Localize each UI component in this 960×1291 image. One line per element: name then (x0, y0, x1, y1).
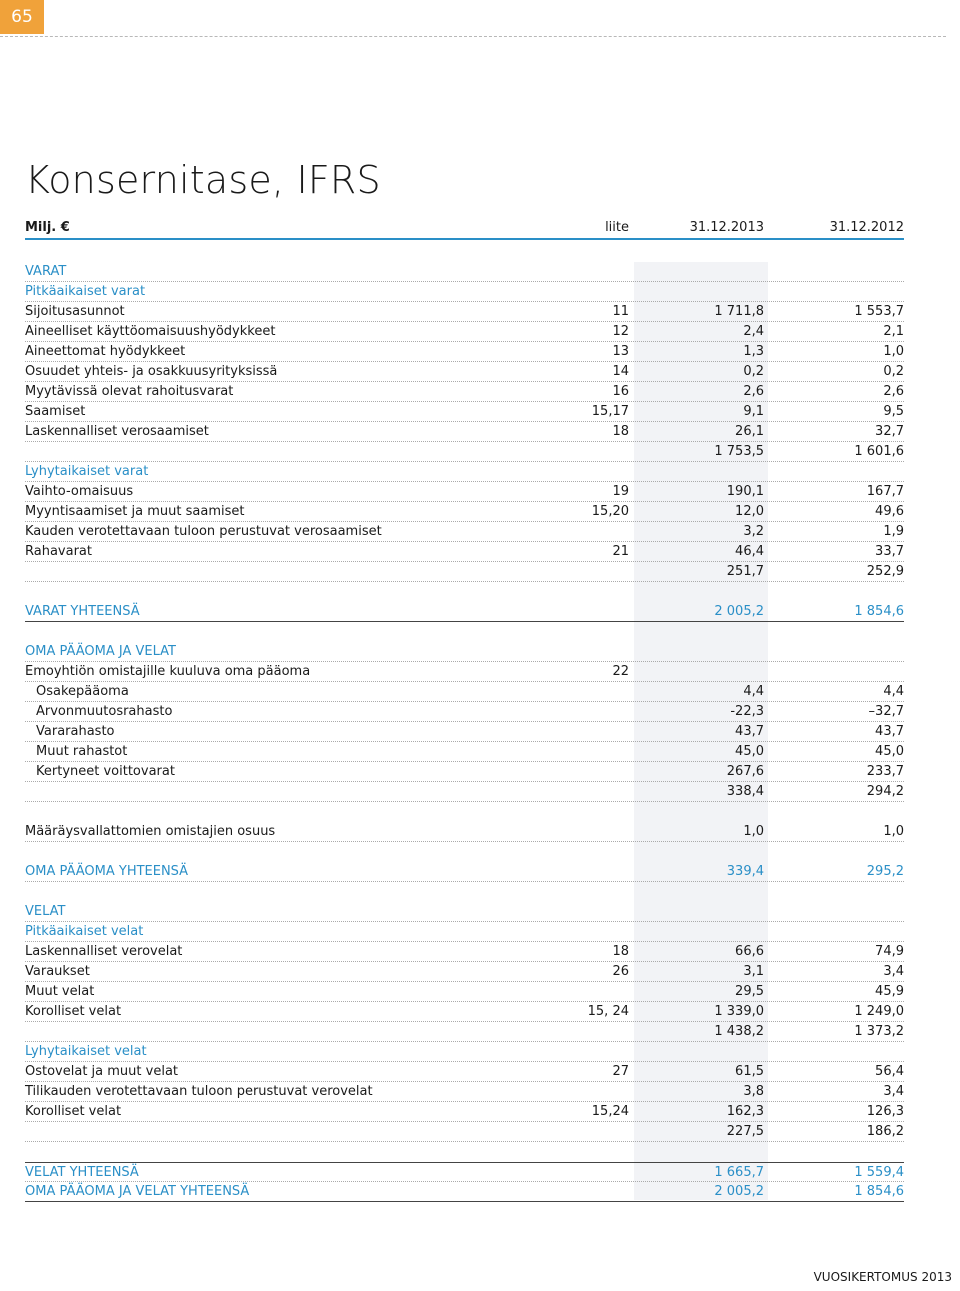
row-value-2012: 1 601,6 (854, 444, 904, 459)
table-row (25, 362, 904, 382)
table-row (25, 1082, 904, 1102)
row-note: 15,24 (591, 1104, 629, 1119)
table-row (25, 842, 904, 862)
row-value-2012: 252,9 (866, 564, 904, 579)
balance-sheet-table (25, 220, 904, 1202)
row-label: Rahavarat (25, 544, 92, 559)
table-row (25, 502, 904, 522)
table-row (25, 1102, 904, 1122)
row-value-2012: 233,7 (866, 764, 904, 779)
row-label: Aineelliset käyttöomaisuushyödykkeet (25, 324, 276, 339)
table-row (25, 1162, 904, 1182)
row-label: Muut rahastot (36, 744, 128, 759)
table-row (25, 1042, 904, 1062)
row-value-2013: 1 438,2 (714, 1024, 764, 1039)
row-label: Laskennalliset verovelat (25, 944, 183, 959)
row-label: OMA PÄÄOMA JA VELAT YHTEENSÄ (25, 1184, 250, 1199)
row-label: VELAT (25, 904, 66, 919)
row-value-2013: 45,0 (735, 744, 764, 759)
row-value-2013: 227,5 (726, 1124, 764, 1139)
table-row (25, 962, 904, 982)
table-row (25, 402, 904, 422)
row-value-2013: 2,6 (743, 384, 764, 399)
table-row (25, 302, 904, 322)
row-label: VARAT (25, 264, 67, 279)
table-row (25, 662, 904, 682)
table-row (25, 722, 904, 742)
table-row (25, 1122, 904, 1142)
row-value-2012: 1,9 (883, 524, 904, 539)
row-value-2012: 1,0 (883, 824, 904, 839)
row-note: 12 (612, 324, 629, 339)
row-value-2012: 1 373,2 (854, 1024, 904, 1039)
row-label: Muut velat (25, 984, 95, 999)
row-value-2012: 3,4 (883, 964, 904, 979)
table-row (25, 1022, 904, 1042)
row-value-2012: 167,7 (866, 484, 904, 499)
table-row (25, 922, 904, 942)
row-value-2013: 1 753,5 (714, 444, 764, 459)
row-value-2013: -22,3 (730, 704, 764, 719)
row-value-2013: 9,1 (743, 404, 764, 419)
table-row (25, 322, 904, 342)
row-note: 15,17 (591, 404, 629, 419)
table-row (25, 1182, 904, 1202)
row-value-2013: 4,4 (743, 684, 764, 699)
table-row (25, 882, 904, 902)
table-row (25, 1062, 904, 1082)
row-value-2012: 1 854,6 (854, 604, 904, 619)
row-label: Myytävissä olevat rahoitusvarat (25, 384, 234, 399)
table-row (25, 462, 904, 482)
table-row (25, 442, 904, 462)
row-note: 18 (612, 944, 629, 959)
row-value-2013: 1 711,8 (714, 304, 764, 319)
row-label: Osuudet yhteis- ja osakkuusyrityksissä (25, 364, 278, 379)
row-label: Vaihto-omaisuus (25, 484, 134, 499)
table-row (25, 682, 904, 702)
row-label: Vararahasto (36, 724, 115, 739)
footer-publication: VUOSIKERTOMUS 2013 (813, 1270, 952, 1284)
row-value-2013: 3,8 (743, 1084, 764, 1099)
row-value-2013: 1,0 (743, 824, 764, 839)
table-row (25, 702, 904, 722)
row-value-2013: 26,1 (735, 424, 764, 439)
row-note: 22 (612, 664, 629, 679)
row-value-2013: 3,1 (743, 964, 764, 979)
row-value-2012: 43,7 (875, 724, 904, 739)
row-value-2012: 3,4 (883, 1084, 904, 1099)
row-value-2012: 1 249,0 (854, 1004, 904, 1019)
table-row (25, 942, 904, 962)
page-title: Konsernitase, IFRS (25, 158, 381, 202)
table-body (25, 262, 904, 1202)
row-note: 15,20 (591, 504, 629, 519)
row-value-2013: 1 665,7 (714, 1165, 764, 1180)
row-value-2013: 43,7 (735, 724, 764, 739)
page-number: 65 (0, 0, 44, 34)
table-row (25, 802, 904, 822)
table-header (25, 220, 904, 240)
row-label: Varaukset (25, 964, 90, 979)
row-label: OMA PÄÄOMA JA VELAT (25, 644, 176, 659)
row-label: Myyntisaamiset ja muut saamiset (25, 504, 245, 519)
row-value-2013: 190,1 (726, 484, 764, 499)
row-value-2012: 45,9 (875, 984, 904, 999)
row-value-2013: 66,6 (735, 944, 764, 959)
row-value-2013: 339,4 (726, 864, 764, 879)
row-note: 21 (612, 544, 629, 559)
row-value-2013: 0,2 (743, 364, 764, 379)
table-row (25, 602, 904, 622)
row-value-2012: 45,0 (875, 744, 904, 759)
row-note: 27 (612, 1064, 629, 1079)
table-row (25, 282, 904, 302)
row-label: Ostovelat ja muut velat (25, 1064, 179, 1079)
row-note: 15, 24 (587, 1004, 629, 1019)
row-label: Kauden verotettavaan tuloon perustuvat verosaamiset (25, 524, 382, 539)
row-note: 18 (612, 424, 629, 439)
row-label: Saamiset (25, 404, 86, 419)
table-row (25, 482, 904, 502)
row-value-2012: 1 553,7 (854, 304, 904, 319)
row-note: 19 (612, 484, 629, 499)
table-row (25, 382, 904, 402)
table-row (25, 342, 904, 362)
table-row (25, 862, 904, 882)
row-value-2013: 3,2 (743, 524, 764, 539)
row-value-2012: 295,2 (866, 864, 904, 879)
row-label: Aineettomat hyödykkeet (25, 344, 186, 359)
row-value-2012: 2,6 (883, 384, 904, 399)
row-value-2012: 32,7 (875, 424, 904, 439)
header-note: liite (605, 220, 629, 235)
row-value-2013: 2,4 (743, 324, 764, 339)
top-divider (0, 36, 946, 37)
table-row (25, 822, 904, 842)
row-label: VELAT YHTEENSÄ (25, 1165, 139, 1180)
row-label: OMA PÄÄOMA YHTEENSÄ (25, 864, 189, 879)
table-row (25, 1142, 904, 1162)
row-value-2012: 49,6 (875, 504, 904, 519)
table-row (25, 782, 904, 802)
header-2012: 31.12.2012 (829, 220, 904, 235)
row-value-2012: 186,2 (866, 1124, 904, 1139)
row-value-2013: 61,5 (735, 1064, 764, 1079)
table-row (25, 742, 904, 762)
header-unit: Milj. € (25, 220, 70, 235)
row-note: 13 (612, 344, 629, 359)
table-row (25, 982, 904, 1002)
row-value-2013: 1,3 (743, 344, 764, 359)
row-value-2012: 4,4 (883, 684, 904, 699)
row-label: Arvonmuutosrahasto (36, 704, 173, 719)
table-row (25, 422, 904, 442)
row-note: 14 (612, 364, 629, 379)
row-label: Lyhytaikaiset varat (25, 464, 149, 479)
row-value-2013: 2 005,2 (714, 604, 764, 619)
row-label: Kertyneet voittovarat (36, 764, 175, 779)
table-row (25, 1002, 904, 1022)
row-label: Määräysvallattomien omistajien osuus (25, 824, 276, 839)
row-label: Pitkäaikaiset varat (25, 284, 146, 299)
row-note: 16 (612, 384, 629, 399)
row-value-2013: 267,6 (726, 764, 764, 779)
table-row (25, 522, 904, 542)
row-value-2013: 1 339,0 (714, 1004, 764, 1019)
row-note: 26 (612, 964, 629, 979)
table-row (25, 902, 904, 922)
row-label: Pitkäaikaiset velat (25, 924, 144, 939)
row-value-2012: 2,1 (883, 324, 904, 339)
row-value-2012: 1 854,6 (854, 1184, 904, 1199)
table-row (25, 622, 904, 642)
row-label: Lyhytaikaiset velat (25, 1044, 147, 1059)
row-value-2013: 162,3 (726, 1104, 764, 1119)
row-label: Tilikauden verotettavaan tuloon perustuvat verovelat (25, 1084, 373, 1099)
header-2013: 31.12.2013 (689, 220, 764, 235)
row-label: Emoyhtiön omistajille kuuluva oma pääoma (25, 664, 311, 679)
row-label: VARAT YHTEENSÄ (25, 604, 140, 619)
row-label: Korolliset velat (25, 1104, 122, 1119)
row-value-2013: 251,7 (726, 564, 764, 579)
table-row (25, 262, 904, 282)
row-value-2012: 294,2 (866, 784, 904, 799)
row-note: 11 (612, 304, 629, 319)
row-value-2012: 1 559,4 (854, 1165, 904, 1180)
row-value-2013: 338,4 (726, 784, 764, 799)
row-value-2012: 0,2 (883, 364, 904, 379)
row-value-2013: 46,4 (735, 544, 764, 559)
row-value-2013: 29,5 (735, 984, 764, 999)
row-label: Sijoitusasunnot (25, 304, 125, 319)
row-value-2012: 33,7 (875, 544, 904, 559)
row-value-2012: –32,7 (868, 704, 904, 719)
row-value-2012: 1,0 (883, 344, 904, 359)
table-row (25, 642, 904, 662)
row-value-2012: 126,3 (866, 1104, 904, 1119)
row-label: Korolliset velat (25, 1004, 122, 1019)
table-row (25, 542, 904, 562)
table-row (25, 562, 904, 582)
row-value-2012: 9,5 (883, 404, 904, 419)
row-value-2012: 74,9 (875, 944, 904, 959)
row-label: Osakepääoma (36, 684, 129, 699)
row-label: Laskennalliset verosaamiset (25, 424, 209, 439)
table-row (25, 762, 904, 782)
table-row (25, 582, 904, 602)
row-value-2013: 12,0 (735, 504, 764, 519)
row-value-2012: 56,4 (875, 1064, 904, 1079)
row-value-2013: 2 005,2 (714, 1184, 764, 1199)
